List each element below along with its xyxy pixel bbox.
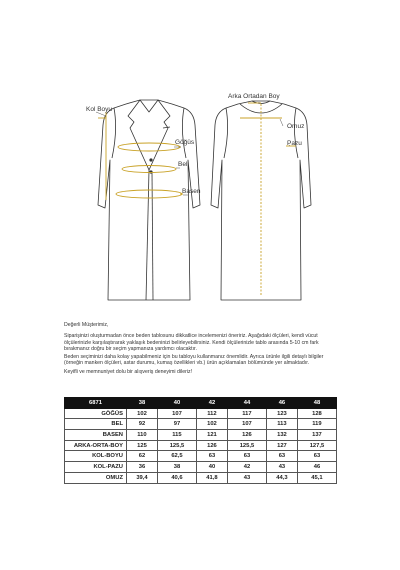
row-label: ARKA-ORTA-BOY	[65, 440, 127, 451]
table-row	[65, 408, 337, 419]
label-arka-ortadan-boy: Arka Ortadan Boy	[228, 93, 280, 100]
table-row	[65, 472, 337, 483]
table-cell: 39,4	[127, 472, 158, 483]
table-row	[65, 462, 337, 473]
table-header-cell: 38	[127, 398, 158, 409]
table-cell: 43	[266, 462, 297, 473]
greeting: Değerli Müşterimiz,	[64, 322, 109, 328]
table-header-cell: 48	[297, 398, 336, 409]
table-cell: 117	[227, 408, 266, 419]
table-cell: 107	[157, 408, 196, 419]
closing-text: Keyifli ve memnuniyet dolu bir alışveriş deneyimi dileriz!	[64, 368, 193, 375]
table-header-cell: 44	[227, 398, 266, 409]
table-cell: 63	[196, 451, 227, 462]
intro-paragraph: Beden seçiminizi daha kolay yapabilmeniz için bu tabloyu kullanmanız önemlidir. Ayrıca ürünle ilgili detaylı bilgiler (örneğin manken ölçüleri, astar durumu, kumaş özellikleri vb.) ürün açıklamaları bölümünde yer almaktadır.	[64, 354, 324, 367]
label-pazu: Pazu	[287, 140, 302, 147]
table-cell: 43	[227, 472, 266, 483]
table-cell: 121	[196, 430, 227, 441]
table-cell: 115	[157, 430, 196, 441]
table-cell: 41,8	[196, 472, 227, 483]
table-cell: 62,5	[157, 451, 196, 462]
table-cell: 127	[266, 440, 297, 451]
row-label: KOL-PAZU	[65, 462, 127, 473]
back-measure-lines	[240, 103, 296, 296]
table-cell: 40,6	[157, 472, 196, 483]
table-header-cell: 46	[266, 398, 297, 409]
table-cell: 112	[196, 408, 227, 419]
table-cell: 128	[297, 408, 336, 419]
table-cell: 125,5	[157, 440, 196, 451]
table-row	[65, 430, 337, 441]
intro-paragraph: Siparişinizi oluşturmadan önce beden tablosunu dikkatlice incelemenizi öneririz. Aşağıdaki ölçüleri, kendi vücut ölçülerinizle karşılaştırarak yaklaşık bedeninizi belirleyebilirsiniz. Kendi ölçülerinizle tablo arasında 5-10 cm fark bırakmanız doğru bir seçim yapmanıza yardımcı olacaktır.	[64, 333, 319, 352]
table-row	[65, 419, 337, 430]
row-label: GÖĞÜS	[65, 408, 127, 419]
label-basen: Basen	[182, 188, 201, 195]
button-icon	[149, 158, 152, 161]
table-row	[65, 451, 337, 462]
table-cell: 102	[196, 419, 227, 430]
table-cell: 63	[227, 451, 266, 462]
table-header-cell: 40	[157, 398, 196, 409]
table-cell: 63	[297, 451, 336, 462]
table-cell: 97	[157, 419, 196, 430]
table-cell: 107	[227, 419, 266, 430]
table-cell: 126	[227, 430, 266, 441]
table-cell: 123	[266, 408, 297, 419]
table-cell: 92	[127, 419, 158, 430]
intro-text	[64, 322, 329, 377]
button-icon	[149, 170, 152, 173]
front-coat-drawing	[98, 100, 200, 300]
row-label: OMUZ	[65, 472, 127, 483]
table-cell: 38	[157, 462, 196, 473]
table-cell: 119	[297, 419, 336, 430]
table-cell: 44,3	[266, 472, 297, 483]
table-cell: 132	[266, 430, 297, 441]
table-header-row	[65, 398, 337, 409]
table-cell: 36	[127, 462, 158, 473]
label-kol-boyu: Kol Boyu	[86, 106, 113, 113]
row-label: BASEN	[65, 430, 127, 441]
table-header-cell: 6871	[65, 398, 127, 409]
table-cell: 40	[196, 462, 227, 473]
table-cell: 125,5	[227, 440, 266, 451]
size-table	[64, 397, 337, 484]
table-row	[65, 440, 337, 451]
row-label: KOL-BOYU	[65, 451, 127, 462]
table-cell: 110	[127, 430, 158, 441]
table-cell: 127,5	[297, 440, 336, 451]
table-cell: 126	[196, 440, 227, 451]
table-cell: 45,1	[297, 472, 336, 483]
table-cell: 42	[227, 462, 266, 473]
table-header-cell: 42	[196, 398, 227, 409]
table-cell: 46	[297, 462, 336, 473]
row-label: BEL	[65, 419, 127, 430]
table-cell: 125	[127, 440, 158, 451]
table-cell: 102	[127, 408, 158, 419]
table-cell: 63	[266, 451, 297, 462]
table-cell: 113	[266, 419, 297, 430]
label-gogus: Göğüs	[175, 139, 195, 146]
table-cell: 137	[297, 430, 336, 441]
label-omuz: Omuz	[287, 123, 305, 130]
label-bel: Bel	[178, 161, 188, 168]
front-measure-lines	[98, 112, 183, 200]
table-cell: 62	[127, 451, 158, 462]
